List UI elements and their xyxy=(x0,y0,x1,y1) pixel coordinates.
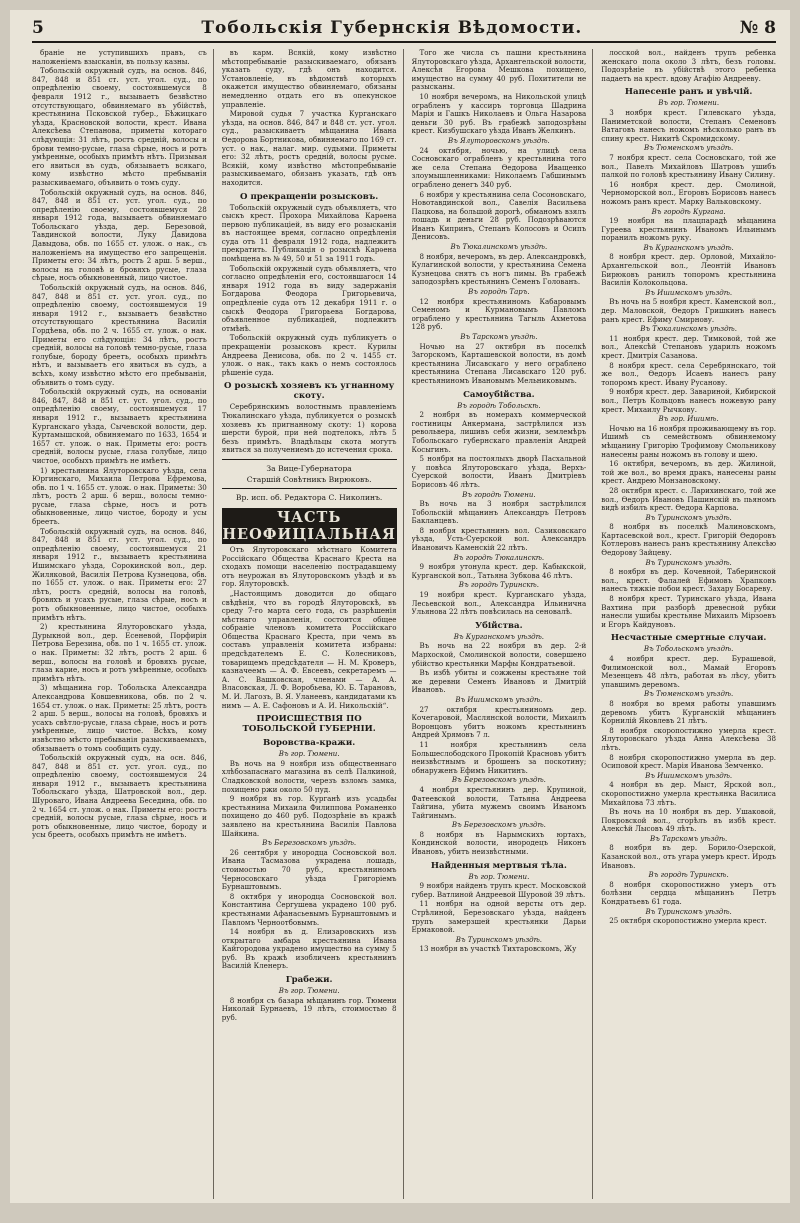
place-heading: Въ Тюкалинскомъ уѣздѣ. xyxy=(640,325,737,334)
column-3 xyxy=(412,49,594,1199)
article-paragraph: 6 ноября у крестьянина села Сосоновскаго, Новотавдинской вол., Савелія Васильева Пацкова, на большой дорогѣ, обманомъ взялъ лошадь и деньги 28 руб. Подозрѣваются Иванъ Кипринъ, Степанъ Колосовъ и Осипъ Денисовъ. xyxy=(411,189,587,242)
place-heading: Въ Тарскомъ уѣздѣ. xyxy=(460,333,538,341)
article-paragraph: 8 ноября во время работы упавшимъ деревомъ убитъ Курганскій мѣщанинъ Корнилій Яковлевъ 21 лѣтъ. xyxy=(601,698,776,726)
article-paragraph: 14 ноября въ д. Елизаровскихъ изъ открытаго амбара крестьянина Ивана Кайгородова украдено имущество на сумму 5 руб. Въ кражѣ изобличенъ крестьянинъ Василій Кленеръ. xyxy=(221,927,397,971)
article-paragraph: 8 ноября скоропостижно умерла крест. Ялуторовскаго уѣзда Анна Алексѣева 38 лѣтъ. xyxy=(601,725,776,752)
article-paragraph: Отъ Ялуторовскаго мѣстнаго Комитета Россійскаго Общества Краснаго Креста на сходахъ помощи населенію пострадавшему отъ неурожая въ Ялуторовскомъ уѣздѣ и въ гор. Ялуторовскѣ. xyxy=(221,544,397,589)
article-paragraph: 24 октября, ночью, на улицѣ села Сосновскаго ограбленъ у крестьянина того же села Степана Ѳедорова Иващенко злоумышленниками: Николаемъ Габшинымъ ограблено денегъ 340 руб. xyxy=(411,145,587,189)
place-heading: Въ Тюкалинскомъ уѣздѣ. xyxy=(450,243,548,252)
place-heading: Въ Ялуторовскомъ уѣздѣ. xyxy=(448,136,550,145)
article-paragraph: 8 ноября крестьянинъ вол. Сазиковскаго уѣзда, Усть-Суерской вол. Александръ Ивановичъ Каменскій 22 лѣтъ. xyxy=(411,525,587,553)
section-subheading: Несчастные смертные случаи. xyxy=(610,633,767,644)
place-heading: Въ городѣ Таръ. xyxy=(468,288,530,297)
section-subheading: Самоубійства. xyxy=(463,389,535,400)
article-paragraph: Въ ночь на 5 ноября крест. Каменской вол., дер. Маловской, Ѳедоръ Гришкинъ нанесъ ранъ крест. Ефиму Смирнову. xyxy=(601,297,776,324)
place-heading: Въ гор. Тюмени. xyxy=(278,987,340,996)
article-paragraph: Ночью на 16 ноября проживающему въ гор. Ишимѣ съ семействомъ обвиняемому мѣщанину Григорію Трофимову Смольникову нанесены раны ножомъ въ голову и шею. xyxy=(601,423,776,459)
place-heading: Въ городѣ Туринскѣ. xyxy=(458,581,539,590)
page-number: 5 xyxy=(32,18,44,38)
article-paragraph: 8 ноября крест. села Серебрянскаго, той же вол., Ѳедоръ Исаевъ нанесъ рану топоромъ крест. Ивану Русанову. xyxy=(601,360,776,387)
article-paragraph: 12 ноября крестьяниномъ Кабаровымъ Семеномъ и Курмановымъ Павломъ ограблено у крестьянина Тагыль Ахметова 128 руб. xyxy=(411,296,587,332)
article-paragraph: 8 ноября скоропостижно умеръ отъ болѣзни сердца мѣщанинъ Петръ Кондратьевъ 61 года. xyxy=(601,879,776,907)
article-paragraph: Тобольскій окружный судъ, на основ. 846, 847, 848 и 851 ст. уст. угол. суд., по опредѣленію своему, состоявшемуся 21 января 1912 г., вызываетъ крестьянина Ишимскаго уѣзда, Сорокинской вол., дер. Жиляковой, Василія Петрова Кузнецова, обв. по 1655 ст. улож. о нак. Приметы его: 27 лѣтъ, ростъ средній, волосы на головѣ, бровяхъ и усахъ русые, глаза сѣрые, носъ и ротъ обыкновенные, лицо чистое, особыхъ примѣтъ нѣтъ. xyxy=(32,526,207,622)
place-heading: Въ Туринскомъ уѣздѣ. xyxy=(455,935,543,944)
article-paragraph: Тобольскій окружный судъ, на основ. 846, 847, 848 и 851 ст. уст. угол. суд., по опредѣленію своему, состоявшемуся 28 января 1912 года, вызываетъ обвиняемаго Тобольскаго уѣзда, дер. Березовой, Тавдинской волости, Луку Давидова Давыдова, обв. по 1655 ст. улож. о нак., съ наложеніемъ на имущество его запрещенія. Приметы его: 34 лѣтъ, ростъ 2 арш. 5 верш., волосы на головѣ и бровяхъ русые, глаза сѣрые, носъ обыкновенный, лицо чистое. xyxy=(32,187,207,283)
article-paragraph: 1) крестьянина Ялуторовскаго уѣзда, села Юргинскаго, Михаила Петрова Ефремова, обв. по 1 ч. 1655 ст. улож. о нак. Приметы: 30 лѣтъ, ростъ 2 арш. 6 верш., волосы темно-русые, глаза сѣрые, носъ и ротъ обыкновенные, лицо чистое, бороду и усы бреетъ. xyxy=(32,465,207,527)
place-heading: Въ Туринскомъ уѣздѣ. xyxy=(645,558,732,567)
article-paragraph: Тобольскій окружный судъ объявляетъ, что сыскъ крест. Прохора Михайлова Карѳена первою публикаціей, въ виду его розысканія въ настоящее время, согласно опредѣленія суда отъ 11 февраля 1912 года, надлежитъ прекратить. Публикація о розыскѣ Карѳена помѣщена въ № 49, 50 и 51 за 1911 годъ. xyxy=(221,202,397,264)
article-paragraph: 16 октября, вечеромъ, въ дер. Жилиной, той же вол., во время дракъ, нанесены раны крест. Андрею Монзановскому. xyxy=(601,459,776,486)
place-heading: Въ Березовскомъ уѣздѣ. xyxy=(451,821,546,830)
text-columns xyxy=(32,49,776,1199)
article-paragraph: 8 ноября крест. Туринскаго уѣзда, Ивана Вахтина при разборѣ древесной рубки нанесли ушибы крестьяне Михаилъ Мірзоевъ и Егоръ Кайдуновъ. xyxy=(601,594,776,629)
article-paragraph: 4 ноября въ дер. Мыст, Ярской вол., скоропостижно умерла крестьянка Василиса Михайлова 73 лѣтъ. xyxy=(601,780,776,807)
article-paragraph: браніе не уступившихъ правъ, съ наложеніемъ взысканія, въ пользу казны. xyxy=(32,49,207,66)
column-2 xyxy=(222,49,404,1199)
newspaper-title: Тобольскія Губернскія Вѣдомости. xyxy=(201,18,583,38)
article-paragraph: 8 ноября скоропостижно умерла въ дер. Осиповой крест. Марія Иванова Земченко. xyxy=(601,752,776,771)
place-heading: Въ Тюменскомъ уѣздѣ. xyxy=(643,690,734,699)
article-paragraph: 26 сентября у инородца Сосновской вол. Ивана Тасмазова украдена лошадь, стоимостью 70 руб., крестьяниномъ Черносовскаго уѣзда Григоріемъ Бурнаштовымъ. xyxy=(221,847,397,892)
article-paragraph: 3 ноября крест. Гилевскаго уѣзда, Паниметской волости, Степанъ Семеновъ Ватаговъ нанесъ ножомъ нѣсколько ранъ въ спину крест. Никитѣ Скромидскому. xyxy=(601,107,776,143)
place-heading: Въ Курганскомъ уѣздѣ. xyxy=(643,243,734,252)
article-paragraph: Того же числа съ пашни крестьянина Ялуторовскаго уѣзда, Архангельской волости, Алексѣя Егорова Мешкова похищено, имущество на сумму 40 руб. Похитители не разысканы. xyxy=(411,49,587,92)
place-heading: Въ гор. Ишимѣ. xyxy=(658,415,719,424)
article-paragraph: 9 ноября въ гор. Курганѣ изъ усадьбы крестьянина Михаила Филиппова Романенко похищено до 460 руб. Подозрѣніе въ кражѣ заявлено на крестьянина Василія Павлова Шайкина. xyxy=(221,794,397,838)
article-paragraph: въ карм. Всякій, кому извѣстно мѣстопребываніе разыскиваемаго, обязанъ указать суду, гдѣ онъ находится. Установленіе, въ вѣдомствѣ которыхъ окажется имущество обвиняемаго, обязаны немедленно отдать его въ опекунское управленіе. xyxy=(221,49,397,109)
section-subheading: Найденныя мертвыя тѣла. xyxy=(430,860,567,871)
article-paragraph: Серебрянскимъ волостнымъ правленіемъ Тюкалинскаго уѣзда, публикуется о розыскѣ хозяевъ къ пригнанному скоту: 1) корова шерсти бурой, при ней подтелокъ, лѣтъ 5 безъ примѣтъ. Владѣльцы скота могутъ явиться за получениемъ до истечения срока. xyxy=(221,402,397,455)
article-paragraph: 8 ноября крест. дер. Орловой, Михайло-Архангельской вол., Леонтій Ивановъ Бирюковъ ранилъ топоромъ крестьянина Василія Колокольцова. xyxy=(601,252,776,288)
section-heading: О розыскѣ хозяевъ къ угнанному скоту. xyxy=(224,381,395,402)
article-paragraph: 2 ноября въ номерахъ коммерческой гостиницы Анкермана, застрѣлился изъ револьвера, лишивъ себя жизни, землемѣръ Тобольскаго губернскаго правленія Андрей Косыгинъ. xyxy=(411,410,587,454)
article-paragraph: 9 ноября утонула крест. дер. Кабыкской, Курганской вол., Татьяна Зубкова 46 лѣтъ. xyxy=(411,562,587,580)
article-paragraph: 8 ноября съ базара мѣщанинъ гор. Тюмени Николай Бурнаевъ, 19 лѣтъ, стоимостью 8 руб. xyxy=(221,995,397,1022)
place-heading: Въ Тарскомъ уѣздѣ. xyxy=(649,834,728,843)
place-heading: Въ Курганскомъ уѣздѣ. xyxy=(453,632,544,641)
page-header xyxy=(32,18,776,43)
section-heading: О прекращеніи розысковъ. xyxy=(239,191,379,202)
place-heading: Въ Березовскомъ уѣздѣ. xyxy=(451,776,546,785)
article-paragraph: 8 октября у инородца Сосновской вол. Константина Сергушева украдено 100 руб. крестьянами Афанасьевымъ Бурнаштовымъ и Павломъ Черноотбовымъ. xyxy=(221,891,397,927)
article-paragraph: 11 ноября крестьянинъ села Большеслободского Прокопій Красновъ убитъ неизвѣстнымъ и брошенъ за поскотину; обнаруженъ Ефимъ Никитинъ. xyxy=(411,739,587,775)
article-paragraph: 7 ноября крест. села Сосновскаго, той же вол., Павелъ Михайловъ Шатровъ ушибъ палкой по головѣ крестьянину Ивану Силину. xyxy=(601,152,776,180)
article-paragraph: Ночью на 27 октября въ поселкѣ Загорскомъ, Карташевской волости, въ домѣ крестьянина Лисавскаго у него ограблено крестьянина Степана Лисавскаго 120 руб. крестьяниномъ Ивановымъ Мельниковымъ. xyxy=(411,341,587,385)
article-paragraph: Въ ночь на 10 ноября въ дер. Ушаковой, Покровской вол., сгорѣлъ въ избѣ крест. Алексѣй Лысовъ 49 лѣтъ. xyxy=(601,807,776,834)
divider xyxy=(222,459,397,460)
issue-number: № 8 xyxy=(739,18,776,38)
place-heading: Въ Ишимскомъ уѣздѣ. xyxy=(455,695,543,704)
section-subheading: Грабежи. xyxy=(285,975,333,986)
article-paragraph: 9 ноября найденъ трупъ крест. Московской губер. Ватлиной Андреевой Шуровой 39 лѣтъ. xyxy=(411,881,587,899)
place-heading: Въ Тобольскомъ уѣздѣ. xyxy=(643,645,734,654)
article-paragraph: 11 ноября крест. дер. Тимковой, той же вол., Алексѣй Степановъ ударилъ ножомъ крест. Дмитрія Сазанова. xyxy=(601,333,776,360)
article-paragraph: 10 ноября вечеромъ, на Никольской улицѣ ограбленъ у кассиръ торговца Шадрина Марія и Гашкъ Николаевъ и Ольга Назарова деньги 30 руб. Въ грабежѣ заподозрѣны крест. Кизбушскаго уѣзда Иванъ Желкинъ. xyxy=(411,91,587,136)
article-paragraph: Тобольскій окружный судъ, на основ. 846, 847, 848 и 851 ст. уст. угол. суд., по опредѣленію своему, состоявшемуся 19 января 1912 г., вызываетъ безвѣстно отсутствующаго крестьянина Василія Гордѣева, обв. по 2 ч. 1655 ст. улож. о нак. Приметы его слѣдующія: 34 лѣтъ, ростъ средній, волосы на головѣ темно-русые, глаза голубые, бороду бреетъ, особыхъ примѣтъ нѣтъ, и вызываетъ его явиться въ судъ, а всѣхъ, кому извѣстно мѣсто его пребыванія, объявить о томъ суду. xyxy=(32,283,207,387)
article-paragraph: Въ ночь на 22 ноября въ дер. 2-й Мархоской, Смолинской волости, совершено убійство крестьянки Марфы Кондратьевой. xyxy=(411,641,587,668)
place-heading: Въ Туринскомъ уѣздѣ. xyxy=(645,907,732,916)
article-paragraph: 19 ноября на плацпарадѣ мѣщанина Гуреева крестьянинъ Иваномъ Ильинымъ поранилъ ножомъ руку. xyxy=(601,216,776,243)
article-paragraph: Мировой судья 7 участка Курганскаго уѣзда, на основ. 846, 847 и 848 ст. уст. угол. суд., разыскиваетъ мѣщанина Ивана Ѳедорова Бортникова, обвиняемаго по 169 ст. уст. о нак., налаг. мир. судьями. Приметы его: 32 лѣтъ, ростъ средній, волосы русые. Всякій, кому извѣстно мѣстопребываніе разыскиваемаго, обязанъ указать, гдѣ онъ находится. xyxy=(221,109,397,187)
signature-title: За Вице-Губернатора xyxy=(266,463,352,473)
article-paragraph: 27 октября крестьяниномъ дер. Кочегаровой, Маслянской волости, Михаилъ Воронцовъ убитъ ножомъ крестьянинъ Андрей Хрямовъ 7 л. xyxy=(411,704,587,740)
article-paragraph: Тобольскій окружный судъ объявляетъ, что согласно опредѣленія его, состоявшагося 14 января 1912 года въ виду задержанія Богдарова Феодора Григорьевича, опредѣленіе суда отъ 12 декабря 1911 г. о сыскѣ Феодора Григорьева Богдарова, объявленное публикаціей, подлежитъ отмѣнѣ. xyxy=(221,263,397,333)
article-paragraph: 28 октября крест. с. Ларихинскаго, той же вол., Ѳедоръ Ивановъ Пашинскій въ пьяномъ видѣ избилъ крест. Ѳедора Карпова. xyxy=(601,485,776,513)
article-paragraph: 19 ноября крест. Курганскаго уѣзда, Лесьевской вол., Александра Ильинична Ульянова 22 лѣтъ повѣсилась на сеновалѣ. xyxy=(411,590,587,617)
article-paragraph: 8 ноября, вечеромъ, въ дер. Александровкѣ, Кулагинской волости, у крестьянина Семена Кузнецова снятъ съ ногъ пимы. Въ грабежѣ заподозрѣнъ крестьянинъ Семенъ Голованъ. xyxy=(411,251,587,287)
article-paragraph: 9 ноября крест. дер. Завариной, Кибирской вол., Петръ Кольцовъ нанесъ ножевую рану крест. Михаилу Рычкову. xyxy=(601,387,776,414)
place-heading: Въ городѣ Тюмени. xyxy=(462,490,536,499)
article-paragraph: 3) мѣщанина гор. Тобольска Александра Александрова Ковшевникова, обв. по 2 ч. 1654 ст. улож. о нак. Приметы: 25 лѣтъ, ростъ 2 арш. 5 верш., волосы на головѣ, бровяхъ и усахъ свѣтло-русые, глаза сѣрые, носъ и ротъ умѣренные, лицо чистое. Всѣхъ, кому извѣстно мѣсто пребыванія разыскиваемыхъ, обязываетъ о томъ сообщить суду. xyxy=(32,683,207,753)
place-heading: Въ городѣ Туринскѣ. xyxy=(648,871,729,880)
section-subheading: Напесеніе ранъ и увѣчій. xyxy=(624,87,753,98)
article-paragraph: „Настоящимъ доводится до общаго свѣдѣнія, что въ городѣ Ялуторовскѣ, въ среду 7-го марта сего года, съ разрѣшенія мѣстнаго управленія, состоится общее собраніе членовъ комитета Россійскаго Общества Краснаго Креста, при чемъ въ составъ управленія комитета избраны: предсѣдателемъ Е. С. Колесниковъ, товарищемъ предсѣдателя — Н. М. Кроверъ, казначеемъ — А. Ф. Евсеевъ, секретаремъ — А. С. Вашковская, членами — А. А. Власовская, Л. Ф. Воробьева, Ю. Б. Тарановъ, М. И. Лагозъ, В. Я. Уланеевъ, кандидатами къ нимъ — А. Е. Сафоновъ и А. И. Никольскій“. xyxy=(221,588,397,710)
place-heading: Въ Тюменскомъ уѣздѣ. xyxy=(643,144,734,153)
article-paragraph: 8 ноября въ дер. Борило-Озерской, Казанской вол., отъ угара умеръ крест. Иродъ Ивановъ. xyxy=(601,843,776,870)
article-paragraph: 16 ноября крест. дер. Смолиной, Черноморской вол., Егоровъ Борисовъ нанесъ ножомъ ранъ крест. Марку Вальковскому. xyxy=(601,179,776,206)
article-paragraph: Тобольскій окружный судъ, на осн. 846, 847, 848 и 851 ст. уст. угол. суд., по опредѣленію своему, состоявшемуся 24 января 1912 г., вызываетъ крестьянина Тобольскаго уѣзда, Шатровской вол., дер. Шуроваго, Ивана Андреева Беседина, обв. по 2 ч. 1654 ст. улож. о нак. Приметы его: ростъ средній, волосы русые, глаза сѣрые, носъ и ротъ обыкновенные, лицо чистое, бороду и усы бреетъ, особыхъ примѣтъ не имѣетъ. xyxy=(32,753,207,840)
article-paragraph: 11 ноября на одной версты отъ дер. Стрѣлиной, Березовскаго уѣзда, найденъ трупъ замерзшей крестьянки Дарьи Ермаковой. xyxy=(411,899,587,935)
article-paragraph: 5 ноября на постоялыхъ дворѣ Пасхальной у повѣса Ялуторовскаго уѣзда, Верхъ-Суерской волости, Иванъ Дмитріевъ Борисовъ 46 лѣтъ. xyxy=(411,454,587,489)
place-heading: Въ Туринскомъ уѣздѣ. xyxy=(645,513,732,522)
article-paragraph: 4 ноября крестьянинъ дер. Крупиной, Фатеевской волости, Татьяна Андреева Тайгина, убита мужемъ своимъ Иваномъ Тайгинымъ. xyxy=(411,784,587,820)
article-paragraph: 2) крестьянина Ялуторовскаго уѣзда, Дурыкной вол., дер. Есеневой, Порфирія Петрова Березина, обв. по 1 ч. 1655 ст. улож. о нак. Приметы: 32 лѣтъ, ростъ 2 арш. 6 верш., волосы на головѣ и бровяхъ русые, глаза карие, носъ и ротъ умѣренные, особыхъ примѣтъ нѣтъ. xyxy=(32,622,207,683)
article-paragraph: Въ избѣ убиты и сожжены крестьяне той же деревни Семенъ Ивановъ и Дмитрій Ивановъ. xyxy=(411,668,587,695)
article-paragraph: Въ ночь на 3 ноября застрѣлился Тобольскій мѣщанинъ Александръ Петровъ Бакланцевъ. xyxy=(411,499,587,526)
article-paragraph: 8 ноября въ дер. Кочевной, Таберинской вол., крест. Фалалей Ефимовъ Храпковъ нанесъ тяжкіе побои крест. Захару Босареву. xyxy=(601,567,776,594)
place-heading: Въ городѣ Тюкалинскѣ. xyxy=(453,553,545,562)
column-1 xyxy=(32,49,214,1199)
article-paragraph: Тобольскій окружный судъ, на основ. 846, 847, 848 и 851 ст. уст. угол. суд., по опредѣленію своему, состоявшемуся 8 февраля 1912 г., вызываетъ безвѣстно отсутствующаго, обвиняемаго въ убійствѣ, крестьянина Псковской губер., Бѣжицкаго уѣзда, Красновской волости, крест. Ивана Алексѣева Степанова, приметы котораго слѣдующія: 31 лѣтъ, ростъ средній, волосы и брови темно-русые, глаза сѣрые, носъ и ротъ умѣренные, особыхъ примѣтъ нѣтъ. Призывая его явиться въ судъ, обязываетъ всякаго, кому извѣстно мѣсто пребыванія разыскиваемаго, объявить о томъ суду. xyxy=(32,66,207,187)
article-paragraph: 4 ноября крест. дер. Бурашевой, Филимонской вол., Мамай Егоровъ Мезенцевъ 48 лѣтъ, работая въ лѣсу, убитъ упавшимъ деревомъ. xyxy=(601,654,776,689)
newspaper-page xyxy=(10,10,790,1203)
divider xyxy=(222,488,397,489)
place-heading: Въ Березовскомъ уѣздѣ. xyxy=(262,839,357,848)
unofficial-part-banner: ЧАСТЬ НЕОФИЦІАЛЬНАЯ xyxy=(222,508,396,543)
section-subheading: Убійства. xyxy=(475,620,523,631)
place-heading: Въ гор. Тюмени. xyxy=(468,872,530,881)
article-paragraph: 25 октября скоропостижно умерла крест. xyxy=(609,916,767,926)
section-subheading: Воровства-кражи. xyxy=(263,738,356,749)
editor-line: Вр. исп. об. Редактора С. Николинъ. xyxy=(235,492,383,502)
place-heading: Въ Ишимскомъ уѣздѣ. xyxy=(645,288,733,297)
place-heading: Въ гор. Тюмени. xyxy=(278,750,340,759)
article-paragraph: Тобольскій окружный судъ, на основаніи 846, 847, 848 и 851 ст. уст. угол. суд., по опредѣленію своему, состоявшемуся 17 января 1912 г., вызываетъ крестьянина Курганскаго уѣзда, Сычевской волости, дер. Куртамышской, обвиняемаго по 1633, 1654 и 1657 ст. улож. о нак. Приметы его: ростъ средній, волосы русые, глаза голубые, лицо чистое, особыхъ примѣтъ не имѣетъ. xyxy=(32,387,207,465)
article-paragraph: Въ ночь на 9 ноября изъ общественнаго хлѣбозапаснаго магазина въ селѣ Палкиной, Сладковской волости, черезъ взломъ замка, похищено ржи около 50 пуд. xyxy=(221,758,397,794)
article-paragraph: 8 ноября въ поселкѣ Малиновскомъ, Картасевской вол., крест. Григорій Ѳедоровъ Котлеровъ нанесъ ранъ крестьянину Алексѣю Ѳедорову Зайцеву. xyxy=(601,522,776,558)
place-heading: Въ Ишимскомъ уѣздѣ. xyxy=(645,771,733,780)
section-heading: ПРОИСШЕСТВІЯ ПО ТОБОЛЬСКОЙ ГУБЕРНІИ. xyxy=(242,714,376,735)
article-paragraph: Тобольскій окружный судъ публикуетъ о прекращеніи розысковъ крест. Курилы Андреева Денисова, обв. по 2 ч. 1455 ст. улож. о нак., такъ какъ о немъ состоялось рѣшеніе суда. xyxy=(221,333,397,377)
place-heading: Въ гор. Тюмени. xyxy=(658,99,720,108)
column-4 xyxy=(601,49,776,1199)
place-heading: Въ городѣ Кургана. xyxy=(651,207,726,216)
article-paragraph: 13 ноября въ участкѣ Тихтаровскомъ, Жу xyxy=(419,944,577,954)
place-heading: Въ городѣ Тобольскѣ. xyxy=(457,401,541,410)
article-paragraph: 8 ноября въ Нарымскихъ юртахъ, Кондинской волости, инородецъ Никонъ Ивановъ, убитъ неизвѣстными. xyxy=(411,829,587,857)
article-paragraph: лосской вол., найденъ трупъ ребенка женскаго пола около 3 лѣтъ, безъ головы. Подозрѣніе въ убійствѣ этого ребенка падаетъ на крест. вдову Агафію Андрееву. xyxy=(601,49,776,83)
signature-name: Старшій Совѣтникъ Вирюковъ. xyxy=(246,474,372,484)
